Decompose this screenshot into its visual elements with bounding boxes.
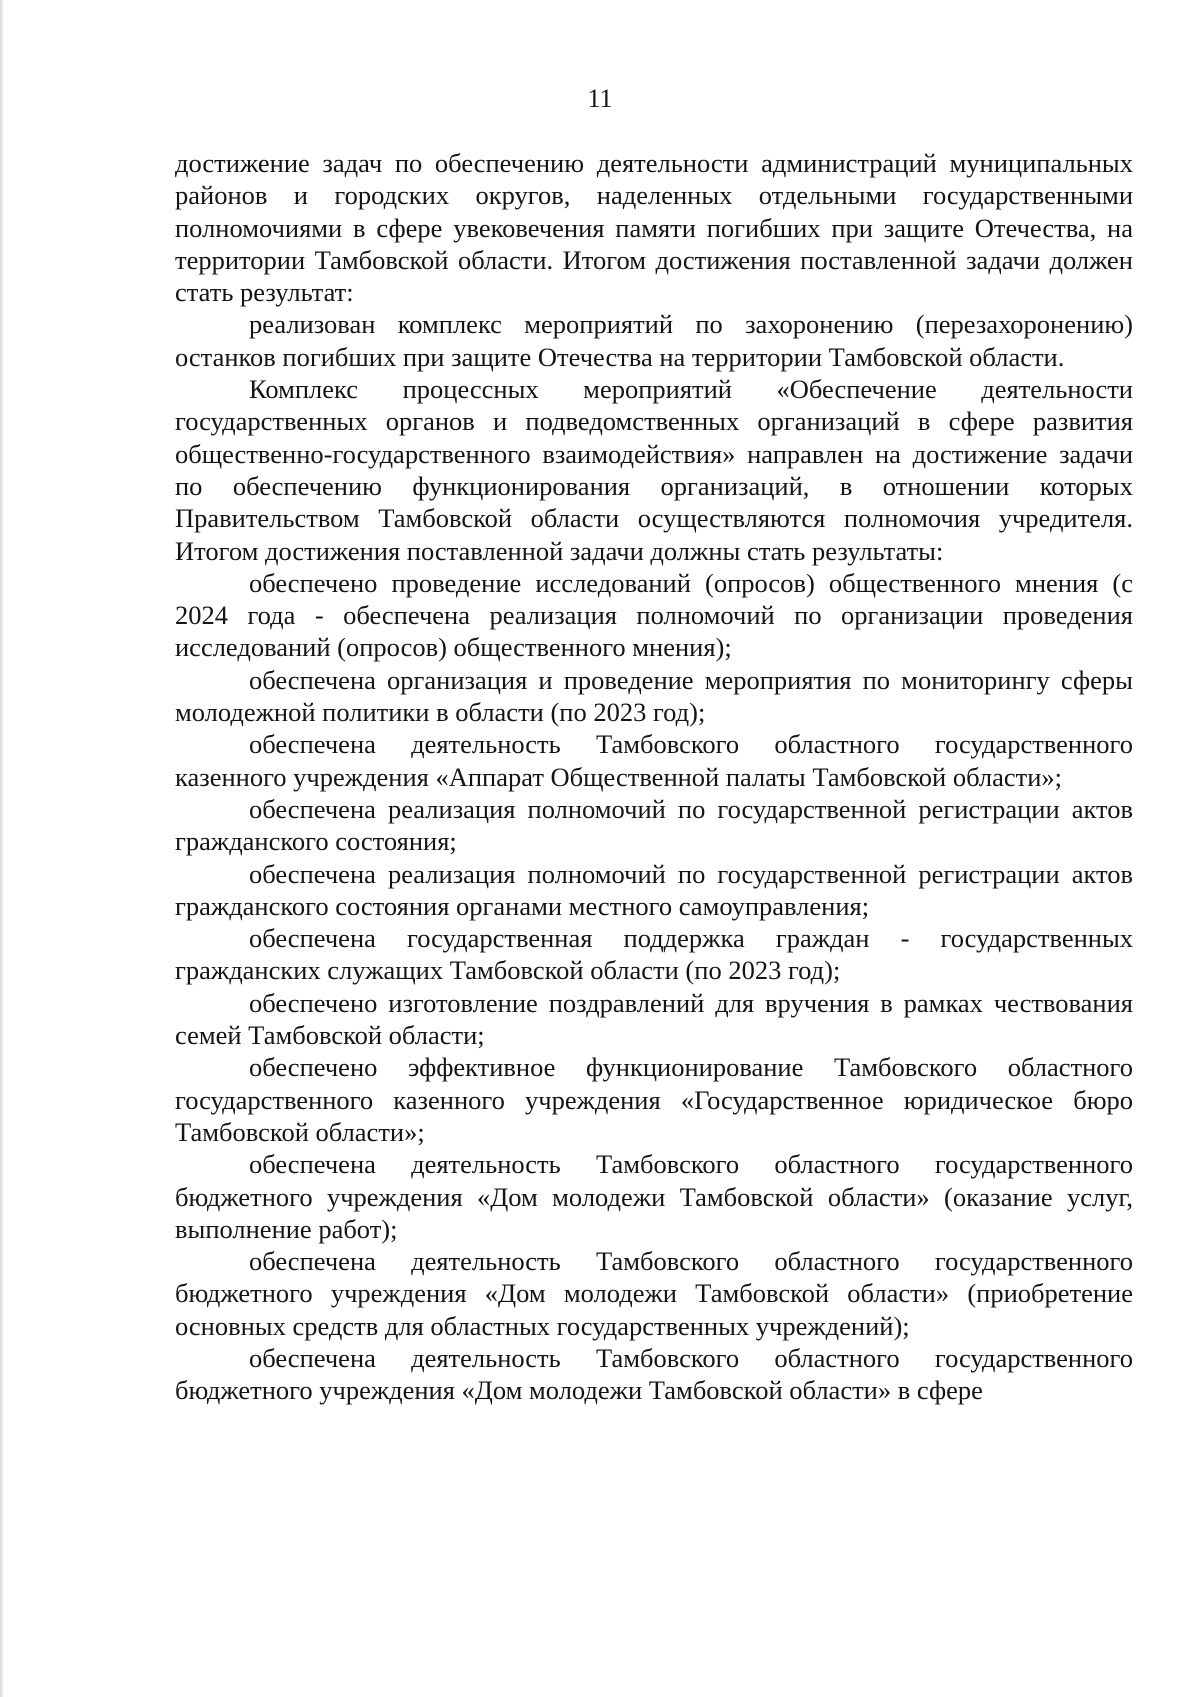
paragraph-result-youth-house-sphere: обеспечена деятельность Тамбовского областного государственного бюджетного учреждения «Дом молодежи Тамбовской области» в сфере xyxy=(175,1342,1133,1406)
paragraph-result-youth-house-services: обеспечена деятельность Тамбовского областного государственного бюджетного учреждения «Дом молодежи Тамбовской области» (оказание услуг, выполнение работ); xyxy=(175,1149,1133,1244)
page-number: 11 xyxy=(587,84,613,113)
document-body xyxy=(175,147,1133,1407)
paragraph-result-youth-monitoring: обеспечена организация и проведение мероприятия по мониторингу сферы молодежной политики в области (по 2023 год); xyxy=(175,664,1133,728)
paragraph-result-civil-registration: обеспечена реализация полномочий по государственной регистрации актов гражданского состояния; xyxy=(175,793,1133,857)
paragraph-result-family-greetings: обеспечено изготовление поздравлений для вручения в рамках чествования семей Тамбовской области; xyxy=(175,987,1133,1051)
scan-edge-shadow xyxy=(0,0,4,1697)
paragraph-result-youth-house-assets: обеспечена деятельность Тамбовского областного государственного бюджетного учреждения «Дом молодежи Тамбовской области» (приобретение основных средств для областных государственных учреждений); xyxy=(175,1246,1133,1341)
paragraph-result-public-chamber: обеспечена деятельность Тамбовского областного государственного казенного учреждения «Аппарат Общественной палаты Тамбовской области»; xyxy=(175,729,1133,792)
paragraph-result-opinion-research: обеспечено проведение исследований (опросов) общественного мнения (с 2024 года - обеспечена реализация полномочий по организации проведения исследований (опросов) общественного мнения); xyxy=(175,567,1133,663)
paragraph-continuation: достижение задач по обеспечению деятельности администраций муниципальных районов и городских округов, наделенных отдельными государственными полномочиями в сфере увековечения памяти погибших при защите Отечества, на территории Тамбовской области. Итогом достижения поставленной задачи должен стать результат: xyxy=(175,148,1133,308)
paragraph-process-complex: Комплекс процессных мероприятий «Обеспечение деятельности государственных органов и подведомственных организаций в сфере развития общественно-государственного взаимодействия» направлен на достижение задачи по обеспечению функционирования организаций, в отношении которых Правительством Тамбовской области осуществляются полномочия учредителя. Итогом достижения поставленной задачи должны стать результаты: xyxy=(175,374,1133,566)
paragraph-result-civil-servants-support: обеспечена государственная поддержка граждан - государственных гражданских служащих Тамбовской области (по 2023 год); xyxy=(175,923,1133,986)
paragraph-result-burial: реализован комплекс мероприятий по захоронению (перезахоронению) останков погибших при защите Отечества на территории Тамбовской области. xyxy=(175,309,1133,372)
paragraph-result-legal-bureau: обеспечено эффективное функционирование Тамбовского областного государственного казенного учреждения «Государственное юридическое бюро Тамбовской области»; xyxy=(175,1052,1133,1147)
paragraph-result-civil-registration-local: обеспечена реализация полномочий по государственной регистрации актов гражданского состояния органами местного самоуправления; xyxy=(175,858,1133,921)
